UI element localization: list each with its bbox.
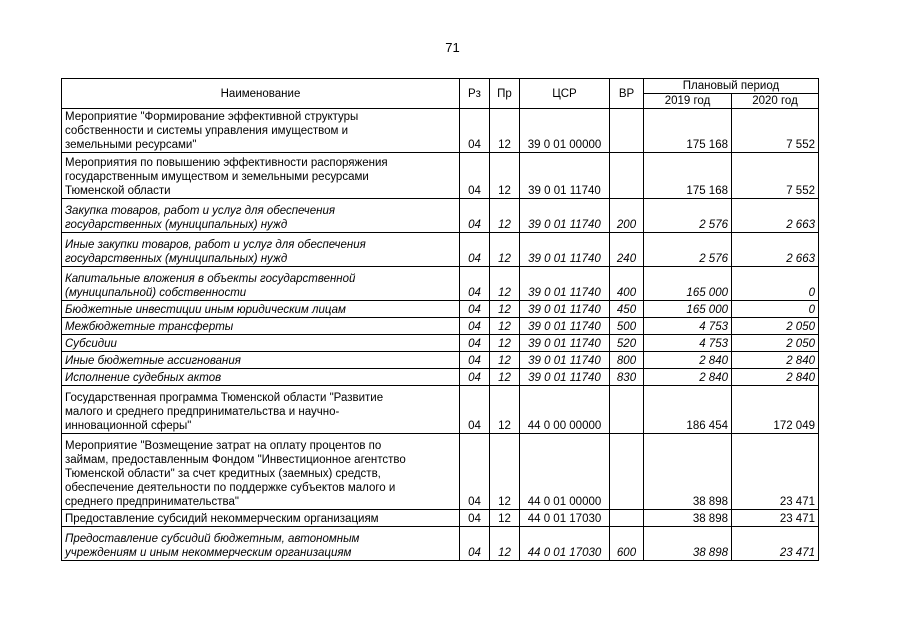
table-row — [62, 527, 819, 561]
row-name: Бюджетные инвестиции иным юридическим лицам — [62, 301, 460, 318]
row-csr: 39 0 01 11740 — [520, 233, 610, 267]
row-csr: 39 0 01 11740 — [520, 267, 610, 301]
budget-table — [61, 78, 819, 561]
header-rz: Рз — [460, 79, 490, 109]
row-name: Межбюджетные трансферты — [62, 318, 460, 335]
row-name: Иные закупки товаров, работ и услуг для обеспечения государственных (муниципальных) нужд — [62, 233, 460, 267]
row-pr: 12 — [490, 233, 520, 267]
row-name: Закупка товаров, работ и услуг для обеспечения государственных (муниципальных) нужд — [62, 199, 460, 233]
row-csr: 39 0 01 11740 — [520, 199, 610, 233]
row-vr: 830 — [610, 369, 644, 386]
table-row — [62, 267, 819, 301]
row-csr: 39 0 01 11740 — [520, 301, 610, 318]
row-rz: 04 — [460, 109, 490, 153]
row-name: Иные бюджетные ассигнования — [62, 352, 460, 369]
row-pr: 12 — [490, 301, 520, 318]
table-row — [62, 109, 819, 153]
table-body — [62, 109, 819, 561]
table-row — [62, 301, 819, 318]
header-pr: Пр — [490, 79, 520, 109]
row-vr: 450 — [610, 301, 644, 318]
table-row — [62, 199, 819, 233]
row-pr: 12 — [490, 153, 520, 199]
row-pr: 12 — [490, 527, 520, 561]
row-2020: 2 663 — [732, 233, 819, 267]
row-csr: 44 0 01 17030 — [520, 527, 610, 561]
row-2019: 4 753 — [644, 335, 732, 352]
row-csr: 39 0 01 11740 — [520, 153, 610, 199]
row-csr: 39 0 01 11740 — [520, 352, 610, 369]
row-vr: 520 — [610, 335, 644, 352]
row-vr — [610, 109, 644, 153]
row-csr: 39 0 01 00000 — [520, 109, 610, 153]
table-row — [62, 318, 819, 335]
table-row — [62, 335, 819, 352]
table-row — [62, 434, 819, 510]
row-rz: 04 — [460, 318, 490, 335]
row-name: Государственная программа Тюменской области "Развитие малого и среднего предпринимательства и научно- инновационной сферы" — [62, 386, 460, 434]
row-2019: 2 840 — [644, 369, 732, 386]
row-pr: 12 — [490, 352, 520, 369]
row-name: Предоставление субсидий бюджетным, автономным учреждениям и иным некоммерческим организациям — [62, 527, 460, 561]
row-pr: 12 — [490, 386, 520, 434]
row-csr: 44 0 01 00000 — [520, 434, 610, 510]
page-number: 71 — [445, 40, 460, 55]
row-2019: 186 454 — [644, 386, 732, 434]
row-2019: 38 898 — [644, 434, 732, 510]
row-rz: 04 — [460, 233, 490, 267]
row-rz: 04 — [460, 527, 490, 561]
row-name: Субсидии — [62, 335, 460, 352]
row-rz: 04 — [460, 352, 490, 369]
row-pr: 12 — [490, 267, 520, 301]
row-rz: 04 — [460, 301, 490, 318]
row-2019: 38 898 — [644, 527, 732, 561]
row-vr — [610, 510, 644, 527]
row-csr: 39 0 01 11740 — [520, 318, 610, 335]
row-2019: 165 000 — [644, 301, 732, 318]
row-rz: 04 — [460, 386, 490, 434]
row-2019: 175 168 — [644, 109, 732, 153]
header-csr: ЦСР — [520, 79, 610, 109]
header-vr: ВР — [610, 79, 644, 109]
row-2019: 165 000 — [644, 267, 732, 301]
row-2020: 2 663 — [732, 199, 819, 233]
row-2020: 7 552 — [732, 109, 819, 153]
row-vr: 200 — [610, 199, 644, 233]
row-rz: 04 — [460, 369, 490, 386]
row-2020: 2 050 — [732, 318, 819, 335]
row-name: Предоставление субсидий некоммерческим организациям — [62, 510, 460, 527]
header-name: Наименование — [62, 79, 460, 109]
table-row — [62, 510, 819, 527]
row-2019: 2 576 — [644, 233, 732, 267]
row-pr: 12 — [490, 434, 520, 510]
row-2019: 2 576 — [644, 199, 732, 233]
row-name: Мероприятие "Возмещение затрат на оплату процентов по займам, предоставленным Фондом "Инвестиционное агентство Тюменской области" за счет кредитных (заемных) средств, обеспечение деятельности по поддержке субъектов малого и среднего предпринимательства" — [62, 434, 460, 510]
row-vr — [610, 386, 644, 434]
row-2020: 0 — [732, 301, 819, 318]
row-2020: 23 471 — [732, 527, 819, 561]
row-vr: 240 — [610, 233, 644, 267]
row-name: Капитальные вложения в объекты государственной (муниципальной) собственности — [62, 267, 460, 301]
table-row — [62, 369, 819, 386]
row-pr: 12 — [490, 199, 520, 233]
row-2020: 2 840 — [732, 369, 819, 386]
row-name: Мероприятия по повышению эффективности распоряжения государственным имуществом и земельными ресурсами Тюменской области — [62, 153, 460, 199]
row-2020: 23 471 — [732, 434, 819, 510]
row-vr: 600 — [610, 527, 644, 561]
table-row — [62, 153, 819, 199]
row-rz: 04 — [460, 153, 490, 199]
row-rz: 04 — [460, 434, 490, 510]
row-2019: 2 840 — [644, 352, 732, 369]
table-row — [62, 386, 819, 434]
row-rz: 04 — [460, 267, 490, 301]
row-vr: 500 — [610, 318, 644, 335]
row-csr: 39 0 01 11740 — [520, 369, 610, 386]
row-vr: 800 — [610, 352, 644, 369]
row-vr: 400 — [610, 267, 644, 301]
row-pr: 12 — [490, 369, 520, 386]
row-2019: 4 753 — [644, 318, 732, 335]
table-row — [62, 352, 819, 369]
row-2019: 175 168 — [644, 153, 732, 199]
row-name: Мероприятие "Формирование эффективной структуры собственности и системы управления имуществом и земельными ресурсами" — [62, 109, 460, 153]
row-2020: 172 049 — [732, 386, 819, 434]
row-pr: 12 — [490, 318, 520, 335]
header-plan-period: Плановый период — [644, 79, 819, 94]
row-pr: 12 — [490, 510, 520, 527]
row-2020: 7 552 — [732, 153, 819, 199]
table-row — [62, 233, 819, 267]
header-2019: 2019 год — [644, 94, 732, 109]
row-rz: 04 — [460, 510, 490, 527]
row-name: Исполнение судебных актов — [62, 369, 460, 386]
row-2020: 2 050 — [732, 335, 819, 352]
row-vr — [610, 153, 644, 199]
row-pr: 12 — [490, 335, 520, 352]
row-csr: 44 0 00 00000 — [520, 386, 610, 434]
row-rz: 04 — [460, 199, 490, 233]
row-rz: 04 — [460, 335, 490, 352]
row-pr: 12 — [490, 109, 520, 153]
row-2020: 0 — [732, 267, 819, 301]
header-2020: 2020 год — [732, 94, 819, 109]
row-2019: 38 898 — [644, 510, 732, 527]
row-vr — [610, 434, 644, 510]
row-2020: 2 840 — [732, 352, 819, 369]
row-2020: 23 471 — [732, 510, 819, 527]
row-csr: 39 0 01 11740 — [520, 335, 610, 352]
row-csr: 44 0 01 17030 — [520, 510, 610, 527]
